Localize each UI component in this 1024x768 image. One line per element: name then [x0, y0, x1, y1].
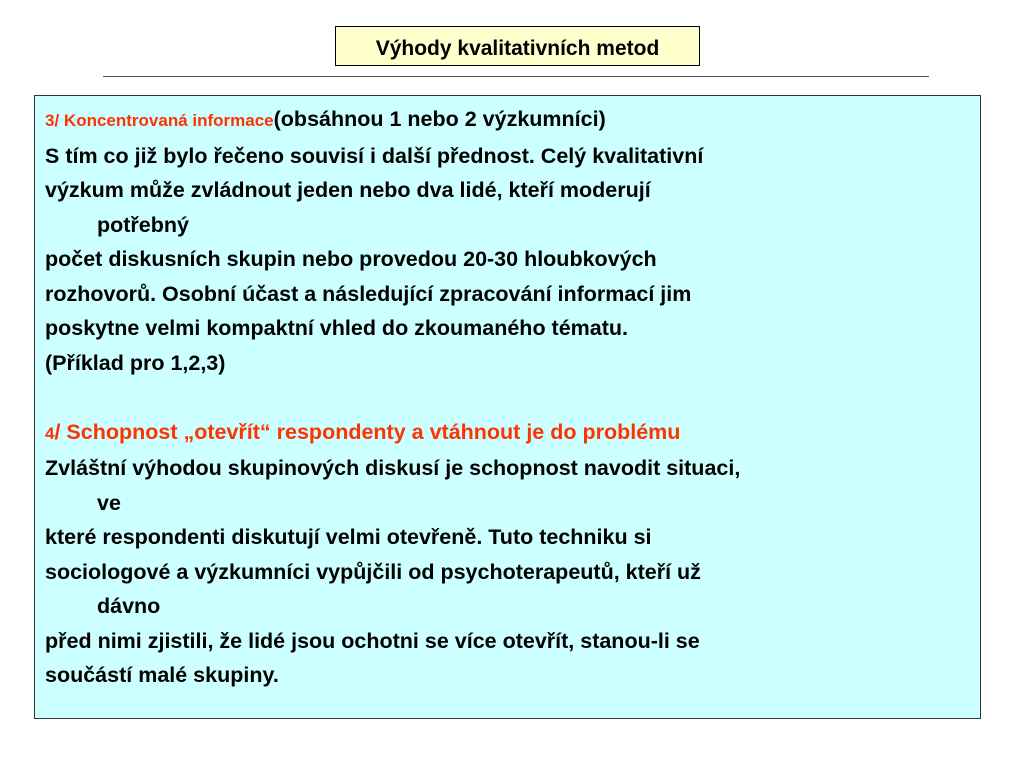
- section-3-line: potřebný: [97, 212, 189, 237]
- section-4-line: sociologové a výzkumníci vypůjčili od psychoterapeutů, kteří už: [45, 559, 701, 584]
- section-3-heading-label: / Koncentrovaná informace: [54, 111, 274, 130]
- section-3-line: poskytne velmi kompaktní vhled do zkoumaného tématu.: [45, 316, 629, 340]
- section-4-line: součástí malé skupiny.: [45, 663, 279, 687]
- section-4-line: Zvláštní výhodou skupinových diskusí je schopnost navodit situaci,: [45, 456, 741, 480]
- slide-title: Výhody kvalitativních metod: [335, 26, 700, 66]
- section-3-line: rozhovorů. Osobní účast a následující zpracování informací jim: [45, 281, 692, 306]
- section-4-line: které respondenti diskutují velmi otevřeně. Tuto techniku si: [45, 525, 652, 549]
- title-divider: [103, 76, 929, 77]
- content-box: [34, 95, 981, 719]
- section-3-line: výzkum může zvládnout jeden nebo dva lidé, kteří moderují: [45, 178, 651, 202]
- section-4-line: dávno: [97, 594, 161, 618]
- section-spacer: [45, 380, 974, 415]
- section-3-line: počet diskusních skupin nebo provedou 20-30 hloubkových: [45, 247, 657, 271]
- section-4-line: ve: [97, 490, 121, 515]
- section-3-heading: [45, 102, 974, 139]
- section-3-heading-note: (obsáhnou 1 nebo 2 výzkumníci): [273, 107, 606, 131]
- section-4-heading: [45, 415, 974, 452]
- section-4-line: před nimi zjistili, že lidé jsou ochotni se více otevřít, stanou-li se: [45, 628, 700, 653]
- section-4-number: 4: [45, 423, 55, 443]
- section-3-line: S tím co již bylo řečeno souvisí i další přednost. Celý kvalitativní: [45, 143, 704, 168]
- section-3-number: 3: [45, 111, 55, 130]
- section-3-example: (Příklad pro 1,2,3): [45, 350, 226, 375]
- section-4-heading-label: / Schopnost „otevřít“ respondenty a vtáhnout je do problému: [54, 419, 681, 444]
